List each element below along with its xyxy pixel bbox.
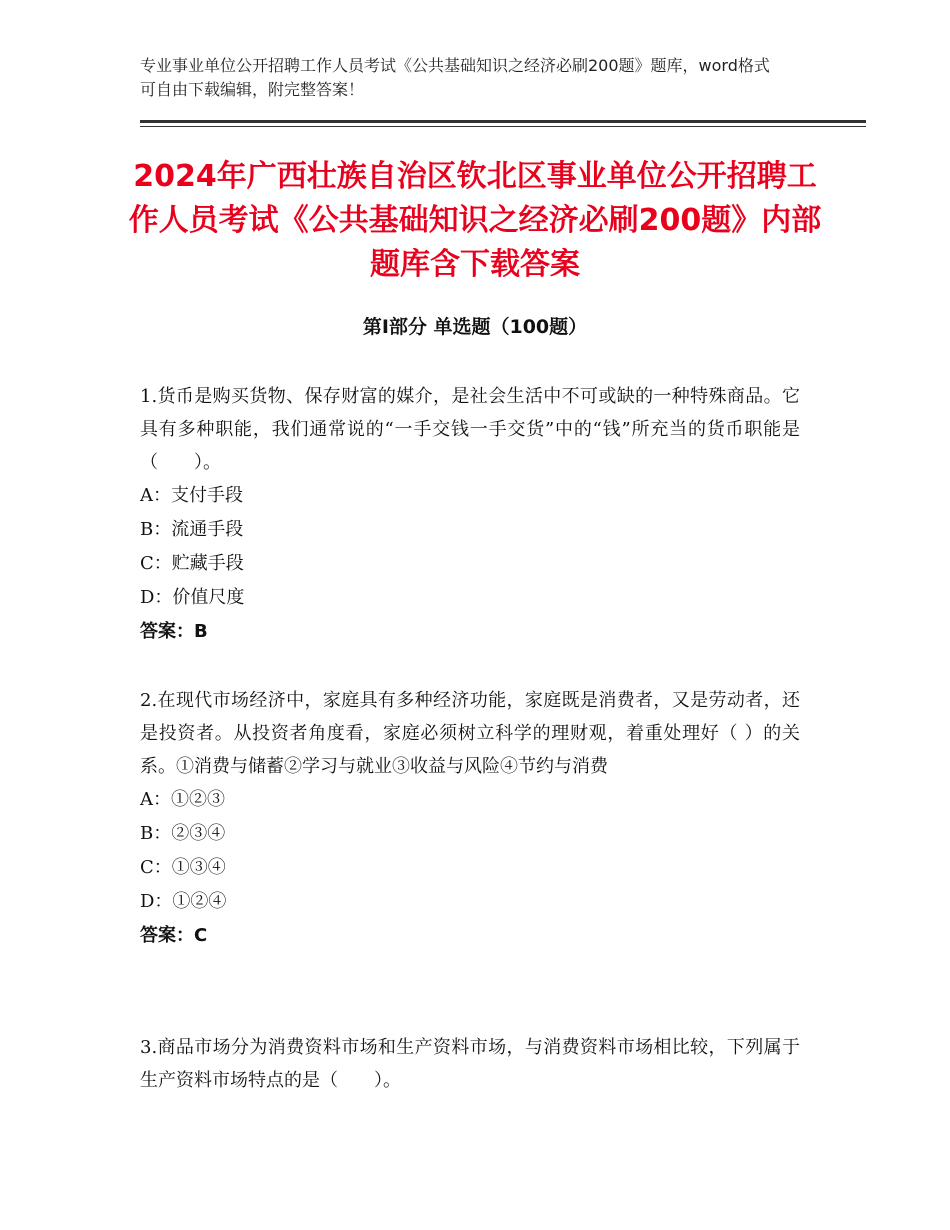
option-d: D：①②④ bbox=[140, 891, 227, 912]
question-stem: 3.商品市场分为消费资料市场和生产资料市场，与消费资料市场相比较，下列属于生产资料市场特点的是（ ）。 bbox=[140, 1037, 800, 1091]
question-stem: 1.货币是购买货物、保存财富的媒介，是社会生活中不可或缺的一种特殊商品。它具有多种职能，我们通常说的“一手交钱一手交货”中的“钱”所充当的货币职能是（ ）。 bbox=[140, 386, 800, 473]
question-3 bbox=[140, 1031, 800, 1097]
header-divider-thick bbox=[140, 120, 866, 123]
option-d: D：价值尺度 bbox=[140, 587, 245, 608]
option-b: B：②③④ bbox=[140, 823, 226, 844]
question-2 bbox=[140, 684, 800, 953]
header-divider-thin bbox=[140, 126, 866, 127]
option-c: C：①③④ bbox=[140, 857, 226, 878]
option-a: A：支付手段 bbox=[140, 485, 243, 506]
option-a: A：①②③ bbox=[140, 789, 225, 810]
option-b: B：流通手段 bbox=[140, 519, 244, 540]
answer-label: 答案：C bbox=[140, 925, 208, 946]
document-title: 2024年广西壮族自治区钦北区事业单位公开招聘工作人员考试《公共基础知识之经济必刷200题》内部题库含下载答案 bbox=[128, 159, 822, 282]
question-stem: 2.在现代市场经济中，家庭具有多种经济功能，家庭既是消费者，又是劳动者，还是投资者。从投资者角度看，家庭必须树立科学的理财观，着重处理好（ ）的关系。①消费与储蓄②学习与就业③收益与风险④节约与消费 bbox=[140, 690, 800, 777]
section-title: 第Ⅰ部分 单选题（100题） bbox=[362, 316, 588, 338]
option-c: C：贮藏手段 bbox=[140, 553, 244, 574]
header-note: 专业事业单位公开招聘工作人员考试《公共基础知识之经济必刷200题》题库，word格式可自由下载编辑，附完整答案！ bbox=[140, 56, 770, 99]
answer-label: 答案：B bbox=[140, 621, 208, 642]
question-1 bbox=[140, 380, 800, 649]
